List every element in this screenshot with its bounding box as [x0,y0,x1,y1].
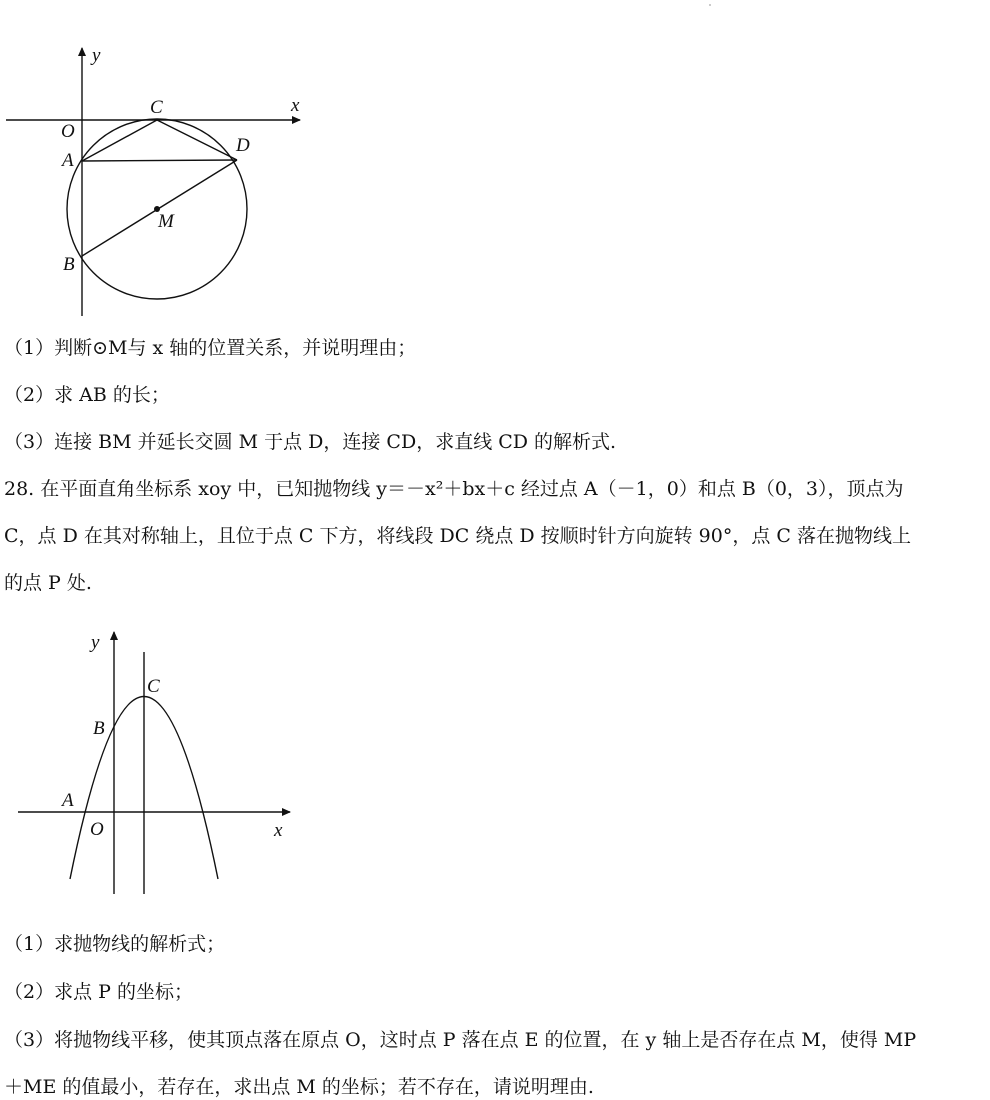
segment-cd [157,120,237,160]
label-c: C [150,97,163,118]
q28-part3-line1: （3）将抛物线平移，使其顶点落在原点 O，这时点 P 落在点 E 的位置，在 y 轴上是否存在点 M，使得 MP [4,1029,917,1051]
label-m: M [158,211,174,232]
label-a: A [62,790,74,811]
label-x: x [291,95,300,116]
q28-part1: （1）求抛物线的解析式； [4,933,226,955]
q27-part3: （3）连接 BM 并延长交圆 M 于点 D，连接 CD，求直线 CD 的解析式. [4,431,617,453]
segment-ad [82,160,237,161]
label-x: x [274,820,283,841]
label-a: A [62,150,74,171]
label-y: y [91,632,100,653]
q27-part1: （1）判断⊙M与 x 轴的位置关系，并说明理由； [4,337,417,359]
label-o: O [90,819,104,840]
label-y: y [92,45,101,66]
label-b: B [93,718,105,739]
q27-part2: （2）求 AB 的长； [4,384,170,406]
q28-part3-line2: ＋ME 的值最小，若存在，求出点 M 的坐标；若不存在，请说明理由. [4,1076,594,1098]
q28-statement-line1: 28. 在平面直角坐标系 xoy 中，已知抛物线 y＝－x²＋bx＋c 经过点 A（－1，0）和点 B（0，3），顶点为 [4,478,904,500]
label-c: C [147,676,160,697]
label-o: O [61,121,75,142]
segment-ac [82,120,157,161]
figure-parabola [0,620,310,900]
label-b: B [63,254,75,275]
figure-circle-m [0,40,320,325]
q28-statement-line3: 的点 P 处. [4,572,92,594]
q28-part2: （2）求点 P 的坐标； [4,981,193,1003]
q28-statement-line2: C，点 D 在其对称轴上，且位于点 C 下方，将线段 DC 绕点 D 按顺时针方向旋转 90°，点 C 落在抛物线上 [4,525,911,547]
label-d: D [236,135,250,156]
speck-dot [709,4,711,6]
